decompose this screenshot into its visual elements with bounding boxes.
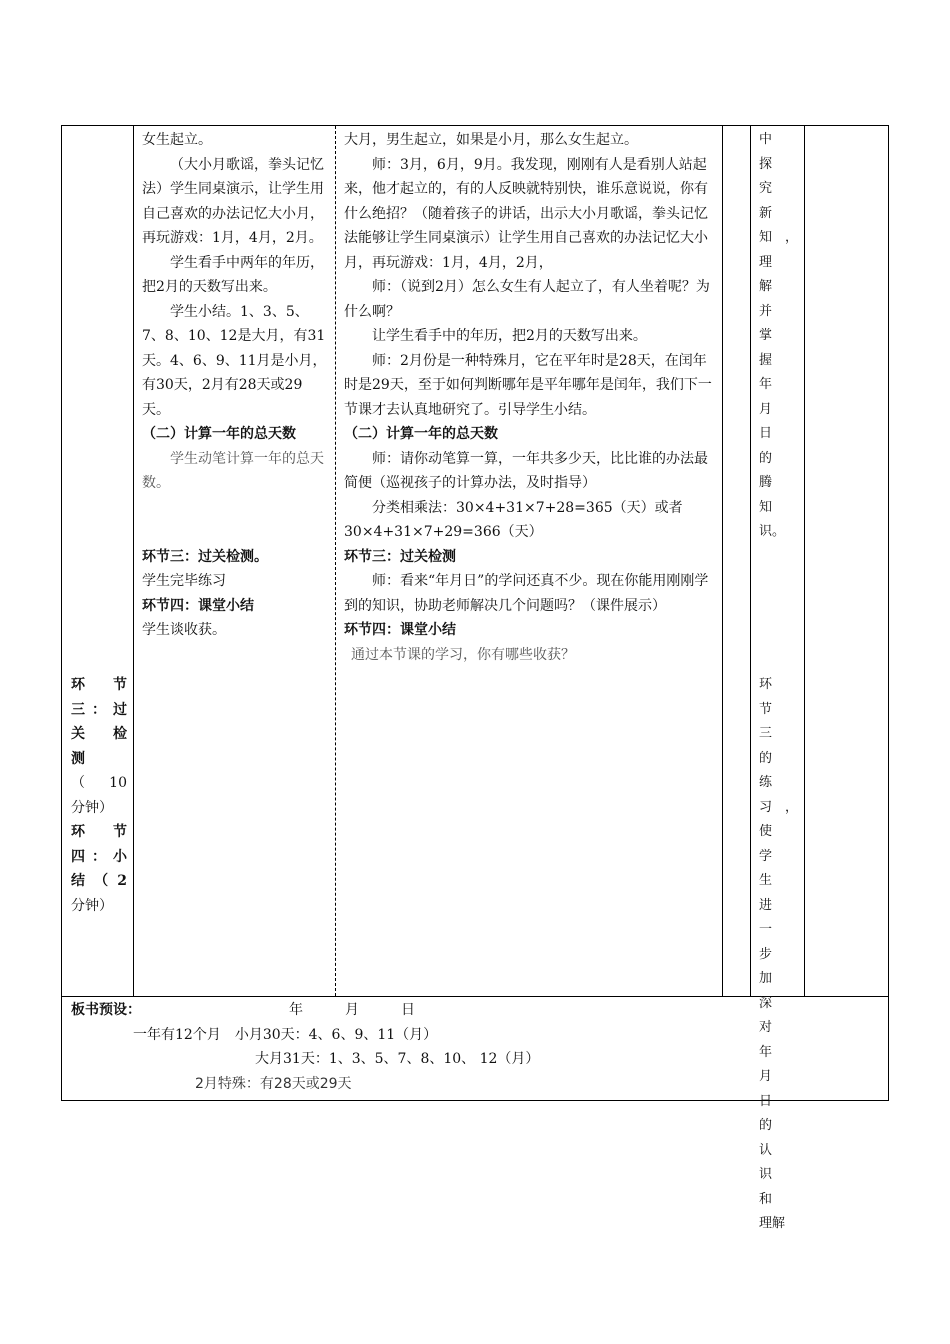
intent-line: 对 年 (759, 1020, 786, 1060)
intent-line: 究 新 (759, 181, 786, 221)
intent-line: 理 解 (759, 254, 786, 294)
stage-label-line: （ 10 (71, 775, 127, 791)
col-divider-2 (335, 126, 336, 996)
spacer (142, 496, 328, 545)
intent-line: 一 步 (759, 922, 786, 962)
stage-label-line: 三：过 (71, 701, 127, 718)
teacher-heading: 环节四：课堂小结 (344, 622, 456, 638)
teacher-heading: （二）计算一年的总天数 (344, 426, 498, 442)
teacher-text: 分类相乘法：30×4+31×7+28=365（天）或者30×4+31×7+29=366（天） (344, 499, 683, 540)
teacher-text: 大月，男生起立，如果是小月，那么女生起立。 (344, 132, 638, 148)
intent-line: 的 认 (759, 1118, 786, 1158)
board-label: 板书预设： (71, 1002, 141, 1018)
teacher-text: 让学生看手中的年历，把2月的天数写出来。 (372, 328, 647, 344)
stage-label-line: 环 节 (71, 677, 127, 693)
intent-line: 识 和 (759, 1167, 786, 1207)
teacher-text: 师：2月份是一种特殊月，它在平年时是28天，在闰年时是29天，至于如何判断哪年是平年哪年是闰年，我们下一节课才去认真地研究了。引导学生小结。 (344, 352, 712, 418)
col-divider-4 (750, 126, 751, 996)
stage-label-line: 测 (71, 750, 85, 767)
board-line: 大月31天：1、3、5、7、8、10、 12（月） (255, 1051, 540, 1067)
board-title: 年 月 日 (289, 1002, 415, 1018)
student-heading: 环节三：过关检测。 (142, 548, 268, 565)
student-text: 学生动笔计算一年的总天数。 (142, 450, 324, 491)
intent-line: 环 节 (759, 677, 786, 717)
intent-line: 中 探 (759, 132, 786, 172)
student-text: （大小月歌谣，拳头记忆法）学生同桌演示，让学生用自己喜欢的办法记忆大小月，再玩游戏：1月，4月，2月。 (142, 156, 324, 246)
teacher-text: 师：（说到2月）怎么女生有人起立了，有人坐着呢？为什么啊？ (344, 279, 710, 320)
board-line: 一年有12个月 小月30天：4、6、9、11（月） (133, 1027, 438, 1043)
intent-line: 加 深 (759, 971, 786, 1011)
intent-line: 知 (759, 499, 786, 515)
col-divider-3 (722, 126, 723, 996)
intent-line: 使 学 (759, 824, 786, 864)
intent-line: 并 掌 (759, 303, 786, 343)
col-divider-1 (133, 126, 134, 996)
student-text: 学生小结。1、3、5、7、8、10、12是大月，有31天。4、6、9、11月是小月，有30天，2月有28天或29天。 (142, 303, 327, 418)
stage-label-line: 分钟） (71, 799, 113, 816)
stage-label-line: 结（2 (71, 873, 127, 889)
design-intent-bottom (759, 673, 797, 1237)
teacher-activity-cell (344, 128, 716, 667)
intent-line: 练 (759, 775, 786, 790)
intent-line: 的 腾 (759, 450, 786, 490)
student-text: 学生完毕练习 (142, 573, 226, 589)
intent-line: 生 进 (759, 873, 786, 913)
intent-line: 月 日 (759, 1069, 786, 1109)
stage-label-line: 分钟） (71, 897, 113, 914)
stage-label-line: 环 节 (71, 824, 127, 840)
col-divider-5 (804, 126, 805, 996)
intent-line: 三 的 (759, 726, 786, 766)
teacher-text: 师：看来“年月日”的学问还真不少。现在你能用刚刚学到的知识，协助老师解决几个问题吗？（课件展示） (344, 573, 709, 614)
student-activity-cell (142, 128, 328, 643)
lesson-table (61, 125, 889, 1231)
teacher-text: 通过本节课的学习，你有哪些收获？ (351, 646, 575, 663)
intent-line: 知 ， (759, 230, 799, 245)
teacher-heading: 环节三：过关检测 (344, 548, 456, 565)
student-text: 女生起立。 (142, 132, 212, 148)
intent-line: 月 日 (759, 401, 786, 441)
stage-label-line: 四：小 (71, 848, 127, 865)
student-text: 学生谈收获。 (142, 622, 226, 638)
student-heading: 环节四：课堂小结 (142, 597, 254, 614)
student-text: 学生看手中两年的年历，把2月的天数写出来。 (142, 254, 324, 295)
board-line: 2月特殊：有28天或29天 (195, 1076, 352, 1092)
design-intent-top (759, 128, 797, 545)
teacher-text: 师：3月，6月，9月。我发现，刚刚有人是看别人站起来，他才起立的，有的人反映就特别快，谁乐意说说，你有什么绝招？（随着孩子的讲话，出示大小月歌谣，拳头记忆法能够让学生同桌演示）让学生用自己喜欢的办法记忆大小月，再玩游戏：1月，4月，2月， (344, 156, 708, 271)
stage-label-cell (71, 673, 127, 918)
intent-line: 习 ， (759, 799, 799, 815)
teacher-text: 师：请你动笔算一算，一年共多少天，比比谁的办法最简便（巡视孩子的计算办法，及时指导） (344, 450, 708, 491)
intent-line: 识。 (759, 524, 786, 539)
intent-line: 握 年 (759, 352, 786, 392)
intent-line: 理解 (759, 1216, 786, 1231)
student-heading: （二）计算一年的总天数 (142, 426, 296, 442)
stage-label-line: 关 检 (71, 726, 127, 742)
